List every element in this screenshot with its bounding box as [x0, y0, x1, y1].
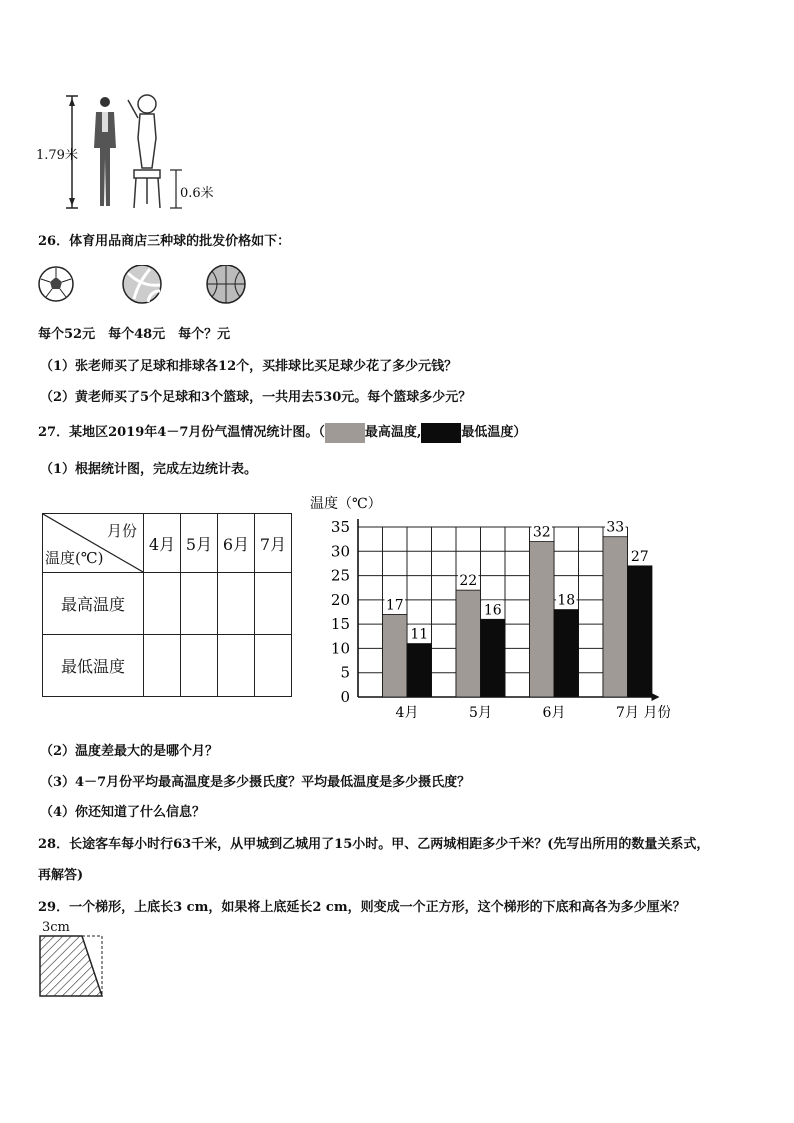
bar	[554, 610, 579, 697]
table-cell[interactable]	[255, 635, 292, 697]
table-header-cell: 4月	[144, 514, 181, 573]
bar-value-label: 11	[410, 626, 429, 643]
q26-sub2: （2）黄老师买了5个足球和3个篮球，一共用去530元。每个篮球多少元？	[40, 390, 472, 405]
table-cell[interactable]	[181, 573, 218, 635]
y-tick-label: 5	[340, 663, 350, 682]
table-corner-temp: 温度(℃)	[45, 549, 104, 567]
x-tick-label: 6月	[542, 705, 566, 720]
table-cell[interactable]	[218, 635, 255, 697]
table-corner-month: 月份	[106, 522, 137, 540]
y-tick-label: 10	[330, 639, 350, 658]
q27-title	[38, 421, 526, 443]
table-header-cell: 6月	[218, 514, 255, 573]
height-label-stool: 0.6米	[180, 186, 214, 201]
q27-sub2: （2）温度差最大的是哪个月？	[40, 744, 219, 759]
table-header-cell: 7月	[255, 514, 292, 573]
q26-prices: 每个52元 每个48元 每个？元	[38, 327, 231, 342]
bar-value-label: 16	[483, 602, 502, 619]
q27-sub3: （3）4－7月份平均最高温度是多少摄氏度？平均最低温度是多少摄氏度？	[40, 775, 471, 790]
q27-sub4: （4）你还知道了什么信息？	[40, 805, 206, 820]
y-axis-label: 温度（℃）	[310, 496, 382, 512]
y-tick-label: 25	[330, 566, 350, 585]
table-row-label: 最低温度	[43, 635, 144, 697]
bar	[603, 537, 628, 697]
q28-line1: 28．长途客车每小时行63千米，从甲城到乙城用了15小时。甲、乙两城相距多少千米？(先写出所用的数量关系式，	[38, 837, 710, 852]
table-cell[interactable]	[255, 573, 292, 635]
bar	[456, 590, 481, 697]
bar	[628, 566, 653, 697]
temperature-chart	[300, 490, 670, 720]
bar-value-label: 18	[557, 592, 576, 609]
legend-high-swatch	[325, 423, 365, 443]
table-cell[interactable]	[218, 573, 255, 635]
bar-value-label: 22	[459, 573, 478, 590]
table-cell[interactable]	[144, 573, 181, 635]
trapezoid-label: 3cm	[42, 920, 70, 935]
trapezoid-figure	[36, 920, 108, 1000]
x-tick-label: 7月	[616, 705, 639, 720]
bar-value-label: 33	[606, 519, 625, 536]
x-tick-label: 5月	[469, 705, 492, 720]
y-tick-label: 15	[330, 615, 350, 634]
bar	[481, 619, 506, 697]
y-tick-label: 35	[330, 518, 350, 536]
table-header-cell: 5月	[181, 514, 218, 573]
table-row-label: 最高温度	[43, 573, 144, 635]
table-corner-cell	[43, 514, 144, 573]
balls-row	[38, 265, 268, 305]
legend-low-swatch	[421, 423, 461, 443]
x-tick-label: 4月	[395, 705, 419, 720]
q26-title: 26．体育用品商店三种球的批发价格如下：	[38, 234, 291, 249]
x-axis-arrow	[652, 693, 660, 701]
legend-high-label: 最高温度,	[364, 425, 422, 440]
x-axis-label: 月份	[643, 705, 670, 720]
bar-value-label: 17	[385, 597, 404, 614]
legend-low-label: 最低温度）	[461, 425, 527, 440]
q26-sub1: （1）张老师买了足球和排球各12个，买排球比买足球少花了多少元钱？	[40, 359, 458, 374]
stat-table	[42, 513, 292, 697]
bar-value-label: 32	[532, 524, 551, 541]
q27-sub1: （1）根据统计图，完成左边统计表。	[40, 462, 258, 477]
y-tick-label: 0	[340, 688, 350, 706]
height-figure	[30, 88, 220, 218]
bar-value-label: 27	[630, 548, 649, 565]
y-tick-label: 30	[330, 542, 350, 561]
bar	[383, 614, 408, 697]
bar	[407, 644, 432, 697]
bar	[530, 542, 555, 697]
table-cell[interactable]	[181, 635, 218, 697]
volleyball-icon	[123, 265, 161, 303]
basketball-icon	[207, 265, 245, 303]
y-tick-label: 20	[330, 590, 350, 609]
q28-line2: 再解答)	[38, 868, 84, 883]
height-label-tall: 1.79米	[36, 148, 78, 163]
q27-title-text: 27．某地区2019年4－7月份气温情况统计图。（	[38, 425, 325, 440]
soccer-ball-icon	[39, 267, 73, 301]
table-cell[interactable]	[144, 635, 181, 697]
q29-text: 29．一个梯形，上底长3 cm，如果将上底延长2 cm，则变成一个正方形，这个梯形的下底和高各为多少厘米？	[38, 900, 686, 915]
